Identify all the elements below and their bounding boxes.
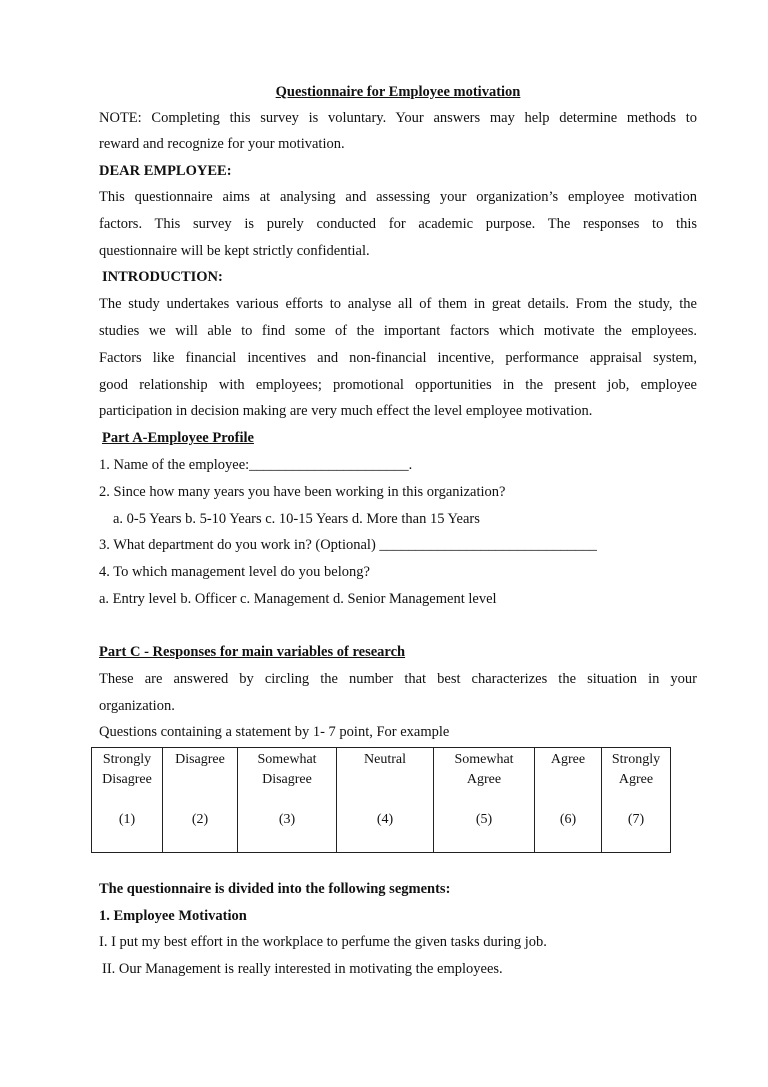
scale-number: (7) [627, 812, 645, 827]
note-text-line-2: reward and recognize for your motivation. [99, 136, 345, 152]
part-c-text-line-3: Questions containing a statement by 1- 7 point, For example [99, 724, 450, 740]
part-a-heading: Part A-Employee Profile [102, 430, 254, 446]
scale-number: (4) [376, 812, 394, 827]
intro-text-line-4: good relationship with employees; promotional opportunities in the present job, employee [99, 377, 697, 393]
intro-text-line-1: The study undertakes various efforts to analyse all of them in great details. From the study, the [99, 296, 697, 312]
scale-label: Strongly [611, 752, 661, 767]
scale-label: Disagree [102, 772, 152, 787]
page-title: Questionnaire for Employee motivation [275, 84, 521, 100]
scale-label: Agree [466, 772, 502, 787]
part-c-text-line-1: These are answered by circling the number that best characterizes the situation in your [99, 671, 697, 687]
scale-label: Agree [618, 772, 654, 787]
dear-text-line-2: factors. This survey is purely conducted for academic purpose. The responses to this [99, 216, 697, 232]
question-4: 4. To which management level do you belong? [99, 564, 370, 580]
scale-cell-disagree [163, 748, 238, 853]
part-c-heading: Part C - Responses for main variables of research [99, 644, 406, 660]
scale-number: (6) [559, 812, 577, 827]
segments-heading: The questionnaire is divided into the following segments: [99, 881, 451, 897]
question-2: 2. Since how many years you have been working in this organization? [99, 484, 506, 500]
question-1: 1. Name of the employee:______________________. [99, 457, 413, 473]
scale-cell-somewhat-agree [434, 748, 535, 853]
question-3: 3. What department do you work in? (Optional) ______________________________ [99, 537, 597, 553]
intro-text-line-2: studies we will able to find some of the important factors which motivate the employees. [99, 323, 697, 339]
likert-scale-table [91, 747, 671, 853]
scale-number: (2) [191, 812, 209, 827]
scale-cell-somewhat-disagree [238, 748, 337, 853]
dear-employee-heading: DEAR EMPLOYEE: [99, 163, 232, 179]
dear-text-line-3: questionnaire will be kept strictly confidential. [99, 243, 370, 259]
scale-label: Neutral [364, 752, 406, 767]
scale-cell-agree [535, 748, 602, 853]
intro-text-line-5: participation in decision making are very much effect the level employee motivation. [99, 403, 593, 419]
scale-label: Somewhat [257, 752, 317, 767]
scale-label: Agree [550, 752, 586, 767]
scale-number: (5) [475, 812, 493, 827]
section-1-heading: 1. Employee Motivation [99, 908, 247, 924]
note-text-line-1: NOTE: Completing this survey is voluntary. Your answers may help determine methods to [99, 110, 697, 126]
question-4-options: a. Entry level b. Officer c. Management d. Senior Management level [99, 591, 497, 607]
scale-cell-strongly-agree [602, 748, 671, 853]
dear-text-line-1: This questionnaire aims at analysing and assessing your organization’s employee motivation [99, 189, 697, 205]
scale-number: (3) [278, 812, 296, 827]
introduction-heading: INTRODUCTION: [102, 269, 223, 285]
scale-cell-neutral [337, 748, 434, 853]
question-2-options: a. 0-5 Years b. 5-10 Years c. 10-15 Years d. More than 15 Years [113, 511, 480, 527]
scale-number: (1) [118, 812, 136, 827]
scale-label: Strongly [102, 752, 152, 767]
scale-label: Disagree [262, 772, 312, 787]
motivation-item-2: II. Our Management is really interested in motivating the employees. [102, 961, 503, 977]
intro-text-line-3: Factors like financial incentives and non-financial incentive, performance appraisal system, [99, 350, 697, 366]
motivation-item-1: I. I put my best effort in the workplace to perfume the given tasks during job. [99, 934, 547, 950]
scale-cell-strongly-disagree [92, 748, 163, 853]
scale-label: Disagree [175, 752, 225, 767]
part-c-text-line-2: organization. [99, 698, 175, 714]
scale-label: Somewhat [454, 752, 514, 767]
